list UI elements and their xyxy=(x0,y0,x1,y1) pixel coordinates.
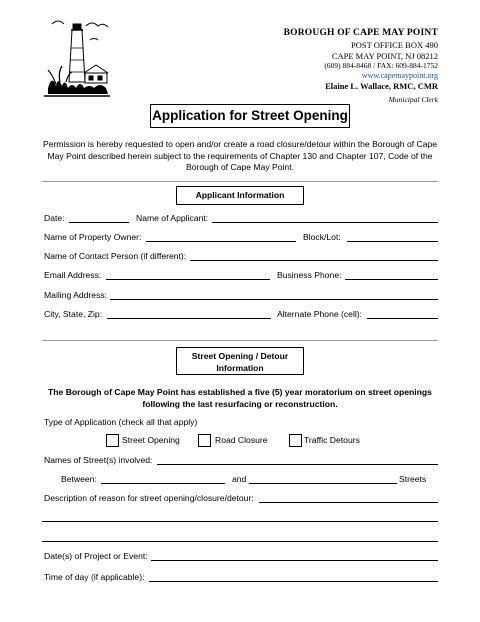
contact-person-label: Name of Contact Person (if different): xyxy=(44,251,187,261)
dates-field[interactable] xyxy=(151,560,438,561)
date-label: Date: xyxy=(44,213,65,223)
property-owner-field[interactable] xyxy=(146,241,296,242)
street-section-title-line2: Information xyxy=(216,363,264,373)
street-names-field[interactable] xyxy=(157,464,438,465)
road-closure-checkbox[interactable] xyxy=(198,434,211,447)
alternate-phone-field[interactable] xyxy=(367,318,438,319)
clerk-name: Elaine L. Wallace, RMC, CMR xyxy=(325,80,438,91)
form-title: Application for Street Opening xyxy=(150,104,350,128)
divider xyxy=(42,340,438,341)
lighthouse-logo xyxy=(42,18,114,104)
between-street-1-field[interactable] xyxy=(101,483,225,484)
road-closure-label: Road Closure xyxy=(215,435,268,445)
and-label: and xyxy=(232,474,247,484)
clerk-title: Municipal Clerk xyxy=(388,95,438,105)
description-field-line-2[interactable] xyxy=(42,521,438,522)
moratorium-note: The Borough of Cape May Point has established a five (5) year moratorium on street openings following the last resurfacing or reconstruction. xyxy=(48,387,432,410)
street-section-title-line1: Street Opening / Detour xyxy=(191,351,289,361)
block-lot-field[interactable] xyxy=(347,241,438,242)
applicant-section-title: Applicant Information xyxy=(176,186,304,205)
phone-fax: (609) 884-8468 / FAX: 609-884-1752 xyxy=(324,61,438,71)
time-of-day-field[interactable] xyxy=(149,581,438,582)
business-phone-field[interactable] xyxy=(345,279,438,280)
streets-label: Streets xyxy=(399,474,427,484)
date-field[interactable] xyxy=(69,222,129,223)
applicant-name-field[interactable] xyxy=(212,222,438,223)
street-opening-checkbox[interactable] xyxy=(106,434,119,447)
between-label: Between: xyxy=(61,474,97,484)
dates-label: Date(s) of Project or Event: xyxy=(44,551,148,561)
block-lot-label: Block/Lot: xyxy=(303,232,341,242)
divider xyxy=(42,181,438,182)
applicant-name-label: Name of Applicant: xyxy=(136,213,209,223)
type-of-application-label: Type of Application (check all that apply) xyxy=(44,417,198,427)
contact-person-field[interactable] xyxy=(190,260,438,261)
traffic-detours-checkbox[interactable] xyxy=(289,434,302,447)
street-names-label: Names of Street(s) involved: xyxy=(44,455,153,465)
org-name: BOROUGH OF CAPE MAY POINT xyxy=(283,28,438,38)
city-line: CAPE MAY POINT, NJ 08212 xyxy=(331,50,438,61)
mailing-address-field[interactable] xyxy=(110,299,438,300)
email-field[interactable] xyxy=(106,279,270,280)
intro-text: Permission is hereby requested to open and/or create a road closure/detour within the Borough of Cape May Point described herein subject to the requirements of Chapter 130 and Chapter 107, Code of the Borough of Cape May Point. xyxy=(42,139,438,173)
description-label: Description of reason for street opening/closure/detour: xyxy=(44,493,254,503)
business-phone-label: Business Phone: xyxy=(277,270,342,280)
po-box: POST OFFICE BOX 490 xyxy=(351,39,438,50)
email-label: Email Address: xyxy=(44,270,102,280)
description-field-line-1[interactable] xyxy=(259,502,438,503)
website-link[interactable]: www.capemaypoint.org xyxy=(361,70,438,80)
description-field-line-3[interactable] xyxy=(42,541,438,542)
city-state-zip-field[interactable] xyxy=(107,318,271,319)
time-of-day-label: Time of day (if applicable): xyxy=(44,572,145,582)
street-opening-label: Street Opening xyxy=(122,435,180,445)
letterhead xyxy=(284,28,438,105)
city-state-zip-label: City, State, Zip: xyxy=(44,309,103,319)
alternate-phone-label: Alternate Phone (cell): xyxy=(277,309,363,319)
between-street-2-field[interactable] xyxy=(249,483,397,484)
mailing-address-label: Mailing Address: xyxy=(44,290,108,300)
traffic-detours-label: Traffic Detours xyxy=(304,435,360,445)
street-section-title xyxy=(176,347,304,375)
property-owner-label: Name of Property Owner: xyxy=(44,232,142,242)
